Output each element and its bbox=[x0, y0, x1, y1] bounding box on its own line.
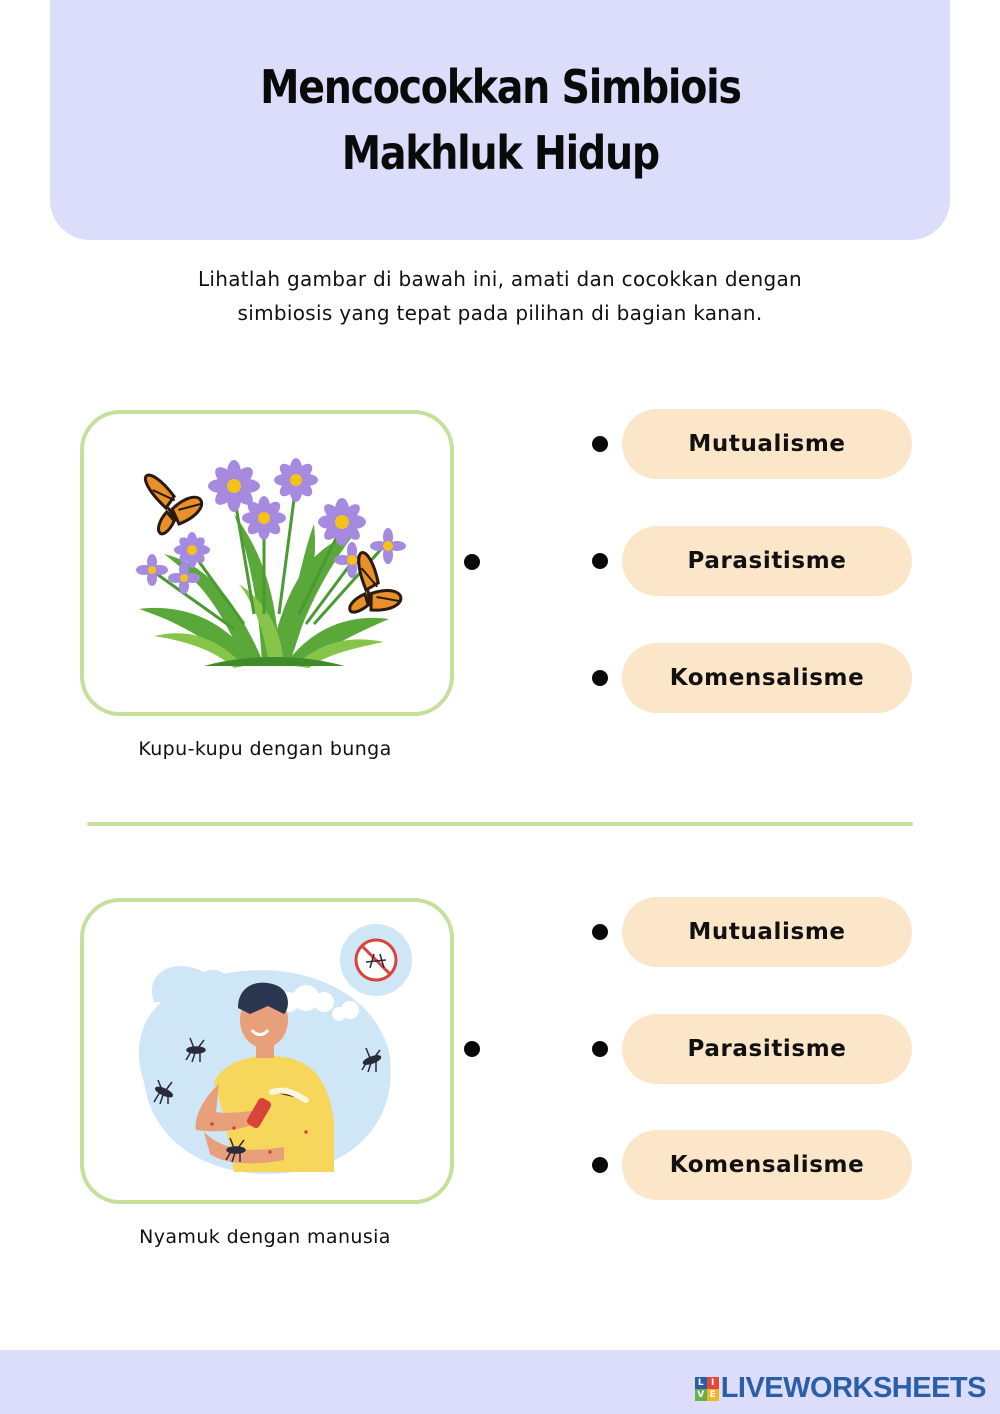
brand-name: LIVEWORKSHEETS bbox=[720, 1372, 986, 1404]
q1-option-mutualisme[interactable]: Mutualisme bbox=[622, 409, 912, 479]
butterflies-flowers-illustration-icon bbox=[84, 414, 450, 712]
q1-option-3-dot[interactable] bbox=[592, 670, 608, 686]
brand-mark-letter-v: V bbox=[695, 1389, 707, 1401]
q2-option-parasitisme[interactable]: Parasitisme bbox=[622, 1014, 912, 1084]
instruction-line-1: Lihatlah gambar di bawah ini, amati dan cocokkan dengan bbox=[197, 267, 803, 291]
header-banner bbox=[50, 0, 950, 240]
question-1-image-card bbox=[80, 410, 454, 716]
brand-mark-letter-i: I bbox=[707, 1377, 719, 1389]
question-1-match-dot[interactable] bbox=[464, 554, 480, 570]
q2-option-3-dot[interactable] bbox=[592, 1157, 608, 1173]
q2-option-komensalisme[interactable]: Komensalisme bbox=[622, 1130, 912, 1200]
section-divider bbox=[87, 822, 913, 826]
brand-mark-letter-l: L bbox=[695, 1377, 707, 1389]
q2-option-1-dot[interactable] bbox=[592, 924, 608, 940]
brand-mark-letter-e: E bbox=[707, 1389, 719, 1401]
question-2-image-card bbox=[80, 898, 454, 1204]
page-title-line-2: Makhluk Hidup bbox=[341, 126, 659, 180]
liveworksheets-mark-icon bbox=[695, 1377, 719, 1401]
liveworksheets-logo[interactable] bbox=[695, 1372, 986, 1405]
question-2-match-dot[interactable] bbox=[464, 1041, 480, 1057]
q1-option-1-dot[interactable] bbox=[592, 436, 608, 452]
q2-option-2-dot[interactable] bbox=[592, 1041, 608, 1057]
question-2-caption: Nyamuk dengan manusia bbox=[139, 1226, 391, 1248]
question-1-caption: Kupu-kupu dengan bunga bbox=[138, 738, 392, 760]
page-title-line-1: Mencocokkan Simbiois bbox=[259, 60, 741, 114]
instruction-text bbox=[100, 262, 900, 330]
q1-option-parasitisme[interactable]: Parasitisme bbox=[622, 526, 912, 596]
q1-option-2-dot[interactable] bbox=[592, 553, 608, 569]
instruction-line-2: simbiosis yang tepat pada pilihan di bagian kanan. bbox=[237, 301, 763, 325]
q1-option-komensalisme[interactable]: Komensalisme bbox=[622, 643, 912, 713]
man-mosquito-bites-illustration-icon bbox=[84, 902, 450, 1200]
q2-option-mutualisme[interactable]: Mutualisme bbox=[622, 897, 912, 967]
